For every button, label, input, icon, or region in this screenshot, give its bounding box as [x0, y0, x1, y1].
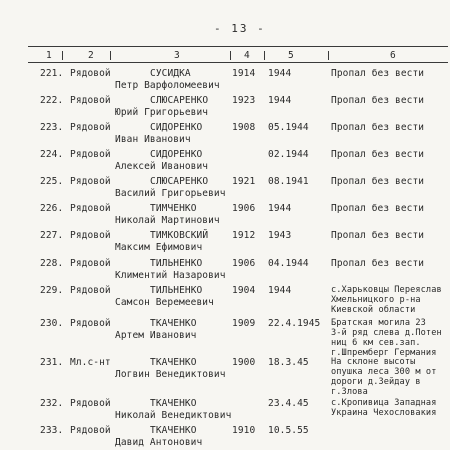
- fate-line: Пропал без вести: [331, 230, 425, 241]
- surname: СИДОРЕНКО: [150, 122, 203, 133]
- given-names: Артем Иванович: [115, 330, 197, 341]
- loss-date: 1944: [268, 203, 292, 214]
- record-number: 229.: [40, 285, 64, 296]
- given-names: Алексей Иванович: [115, 161, 209, 172]
- surname: СЛЮСАРЕНКО: [150, 95, 209, 106]
- header-separator: [328, 51, 329, 60]
- fate-line: Пропал без вести: [331, 95, 425, 106]
- military-rank: Мл.с-нт: [70, 357, 111, 368]
- surname: ТКАЧЕНКО: [150, 398, 197, 409]
- fate-line: ниц 6 км сев.зап.: [331, 338, 421, 348]
- military-rank: Рядовой: [70, 398, 111, 409]
- given-names: Николай Мартинович: [115, 215, 220, 226]
- loss-date: 22.4.1945: [268, 318, 321, 329]
- military-rank: Рядовой: [70, 258, 111, 269]
- header-separator: [230, 51, 231, 60]
- record-number: 224.: [40, 149, 64, 160]
- header-separator: [110, 51, 111, 60]
- fate-line: с.Харьковцы Переяслав: [331, 285, 442, 295]
- record-number: 222.: [40, 95, 64, 106]
- fate-line: Пропал без вести: [331, 176, 425, 187]
- fate-line: опушка леса 300 м от: [331, 367, 437, 377]
- loss-date: 08.1941: [268, 176, 309, 187]
- given-names: Климентий Назарович: [115, 270, 226, 281]
- page-number: - 13 -: [214, 22, 266, 35]
- military-rank: Рядовой: [70, 68, 111, 79]
- surname: ТИЛЬНЕНКО: [150, 258, 203, 269]
- birth-year: 1906: [232, 203, 256, 214]
- loss-date: 1943: [268, 230, 292, 241]
- surname: ТКАЧЕНКО: [150, 425, 197, 436]
- given-names: Петр Варфоломеевич: [115, 80, 220, 91]
- fate-line: Пропал без вести: [331, 258, 425, 269]
- record-number: 232.: [40, 398, 64, 409]
- military-rank: Рядовой: [70, 203, 111, 214]
- loss-date: 1944: [268, 68, 292, 79]
- fate-line: Пропал без вести: [331, 122, 425, 133]
- header-rule-bottom: [28, 62, 448, 63]
- given-names: Иван Иванович: [115, 134, 191, 145]
- military-rank: Рядовой: [70, 95, 111, 106]
- header-rule-top: [28, 46, 448, 47]
- column-header-5: 5: [288, 50, 294, 61]
- header-separator: [62, 51, 63, 60]
- fate-line: Хмельницкого р-на: [331, 295, 421, 305]
- surname: СЛЮСАРЕНКО: [150, 176, 209, 187]
- fate-line: г.Шпремберг Германия: [331, 348, 437, 358]
- birth-year: 1906: [232, 258, 256, 269]
- birth-year: 1908: [232, 122, 256, 133]
- record-number: 228.: [40, 258, 64, 269]
- surname: ТКАЧЕНКО: [150, 318, 197, 329]
- military-rank: Рядовой: [70, 122, 111, 133]
- loss-date: 18.3.45: [268, 357, 309, 368]
- given-names: Самсон Веремеевич: [115, 297, 214, 308]
- surname: ТИЛЬНЕНКО: [150, 285, 203, 296]
- given-names: Василий Григорьевич: [115, 188, 226, 199]
- column-header-4: 4: [244, 50, 250, 61]
- surname: СИДОРЕНКО: [150, 149, 203, 160]
- birth-year: 1921: [232, 176, 256, 187]
- fate-line: Пропал без вести: [331, 149, 425, 160]
- loss-date: 04.1944: [268, 258, 309, 269]
- column-header-2: 2: [88, 50, 94, 61]
- military-rank: Рядовой: [70, 176, 111, 187]
- military-rank: Рядовой: [70, 425, 111, 436]
- loss-date: 23.4.45: [268, 398, 309, 409]
- birth-year: 1923: [232, 95, 256, 106]
- fate-line: Пропал без вести: [331, 203, 425, 214]
- loss-date: 1944: [268, 95, 292, 106]
- fate-line: На склоне высоты: [331, 357, 416, 367]
- record-number: 226.: [40, 203, 64, 214]
- record-number: 225.: [40, 176, 64, 187]
- birth-year: 1912: [232, 230, 256, 241]
- given-names: Максим Ефимович: [115, 242, 203, 253]
- record-number: 230.: [40, 318, 64, 329]
- fate-line: г.Злова: [331, 387, 368, 397]
- loss-date: 10.5.55: [268, 425, 309, 436]
- surname: СУСИДКА: [150, 68, 191, 79]
- fate-line: Киевской области: [331, 305, 416, 315]
- column-header-1: 1: [46, 50, 52, 61]
- record-number: 233.: [40, 425, 64, 436]
- fate-line: Украина Чехословакия: [331, 408, 437, 418]
- birth-year: 1909: [232, 318, 256, 329]
- fate-line: дороги д.Зейдау в: [331, 377, 421, 387]
- loss-date: 05.1944: [268, 122, 309, 133]
- military-rank: Рядовой: [70, 149, 111, 160]
- loss-date: 1944: [268, 285, 292, 296]
- record-number: 221.: [40, 68, 64, 79]
- birth-year: 1904: [232, 285, 256, 296]
- loss-date: 02.1944: [268, 149, 309, 160]
- fate-line: Братская могила 23: [331, 318, 426, 328]
- fate-line: Пропал без вести: [331, 68, 425, 79]
- given-names: Юрий Григорьевич: [115, 107, 209, 118]
- surname: ТИМКОВСКИЙ: [150, 230, 209, 241]
- record-number: 227.: [40, 230, 64, 241]
- fate-line: с.Кропивица Западная: [331, 398, 437, 408]
- birth-year: 1910: [232, 425, 256, 436]
- birth-year: 1900: [232, 357, 256, 368]
- given-names: Логвин Венедиктович: [115, 369, 226, 380]
- military-rank: Рядовой: [70, 318, 111, 329]
- birth-year: 1914: [232, 68, 256, 79]
- given-names: Давид Антонович: [115, 437, 203, 448]
- column-header-3: 3: [174, 50, 180, 61]
- record-number: 231.: [40, 357, 64, 368]
- military-rank: Рядовой: [70, 230, 111, 241]
- surname: ТКАЧЕНКО: [150, 357, 197, 368]
- column-header-6: 6: [390, 50, 396, 61]
- given-names: Николай Венедиктович: [115, 410, 232, 421]
- fate-line: 3-й ряд слева д.Потен: [331, 328, 442, 338]
- header-separator: [264, 51, 265, 60]
- record-number: 223.: [40, 122, 64, 133]
- surname: ТИМЧЕНКО: [150, 203, 197, 214]
- military-rank: Рядовой: [70, 285, 111, 296]
